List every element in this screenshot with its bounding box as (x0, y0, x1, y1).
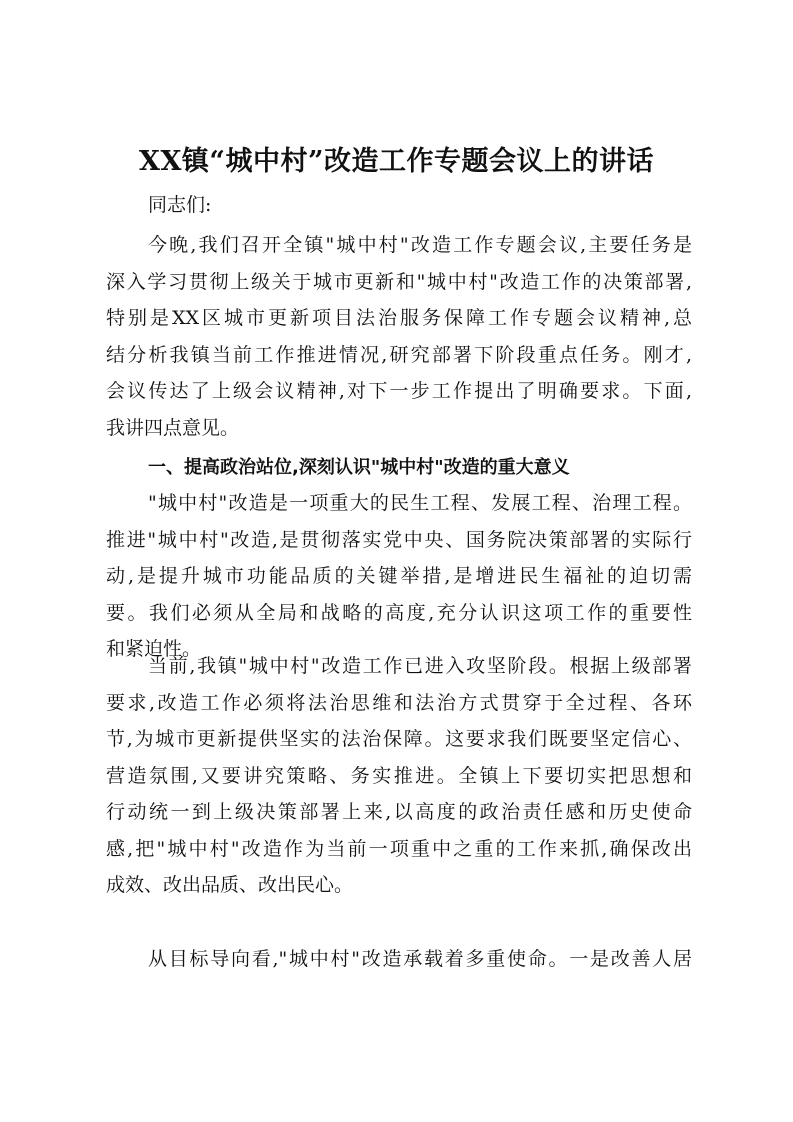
paragraph-line: 要。我们必须从全局和战略的高度,充分认识这项工作的重要性 (106, 601, 692, 624)
paragraph-line: 成效、改出品质、改出民心。 (106, 874, 354, 896)
paragraph-line: 动,是提升城市功能品质的关键举措,是增进民生福祉的迫切需 (106, 565, 692, 587)
paragraph-goal-orientation (106, 941, 692, 978)
paragraph-line: 营造氛围,又要讲究策略、务实推进。全镇上下要切实把思想和 (106, 764, 692, 787)
section-heading-1 (106, 450, 692, 487)
paragraph-line: 深入学习贯彻上级关于城市更新和"城中村"改造工作的决策部署, (106, 270, 692, 293)
paragraph-line: 节,为城市更新提供坚实的法治保障。这要求我们既要坚定信心、 (106, 728, 692, 750)
paragraph-line: 今晚,我们召开全镇"城中村"改造工作专题会议,主要任务是 (148, 234, 692, 256)
paragraph-line: 感,把"城中村"改造作为当前一项重中之重的工作来抓,确保改出 (106, 837, 692, 860)
paragraph-line: 当前,我镇"城中村"改造工作已进入攻坚阶段。根据上级部署 (148, 655, 692, 677)
document-title: XX镇“城中村”改造工作专题会议上的讲话 (139, 146, 654, 177)
paragraph-line: 会议传达了上级会议精神,对下一步工作提出了明确要求。下面, (106, 380, 692, 402)
paragraph-line: "城中村"改造是一项重大的民生工程、发展工程、治理工程。 (148, 492, 692, 514)
paragraph-line: 从目标导向看,"城中村"改造承载着多重使命。一是改善人居 (148, 948, 692, 970)
paragraph-line: 要求,改造工作必须将法治思维和法治方式贯穿于全过程、各环 (106, 691, 692, 714)
greeting (106, 187, 692, 224)
paragraph-significance (106, 485, 692, 668)
section-heading-text: 一、提高政治站位,深刻认识"城中村"改造的重大意义 (148, 457, 570, 478)
paragraph-line: 推进"城中村"改造,是贯彻落实党中央、国务院决策部署的实际行 (106, 528, 692, 551)
paragraph-opening (106, 227, 692, 446)
paragraph-line: 特别是XX区城市更新项目法治服务保障工作专题会议精神,总 (106, 307, 692, 329)
paragraph-line: 和紧迫性。 (106, 638, 202, 660)
paragraph-line: 结分析我镇当前工作推进情况,研究部署下阶段重点任务。刚才, (106, 343, 692, 366)
greeting-line: 同志们: (148, 194, 212, 216)
paragraph-line: 行动统一到上级决策部署上来,以高度的政治责任感和历史使命 (106, 801, 692, 823)
paragraph-line: 我讲四点意见。 (106, 416, 240, 439)
paragraph-current-stage (106, 648, 692, 904)
